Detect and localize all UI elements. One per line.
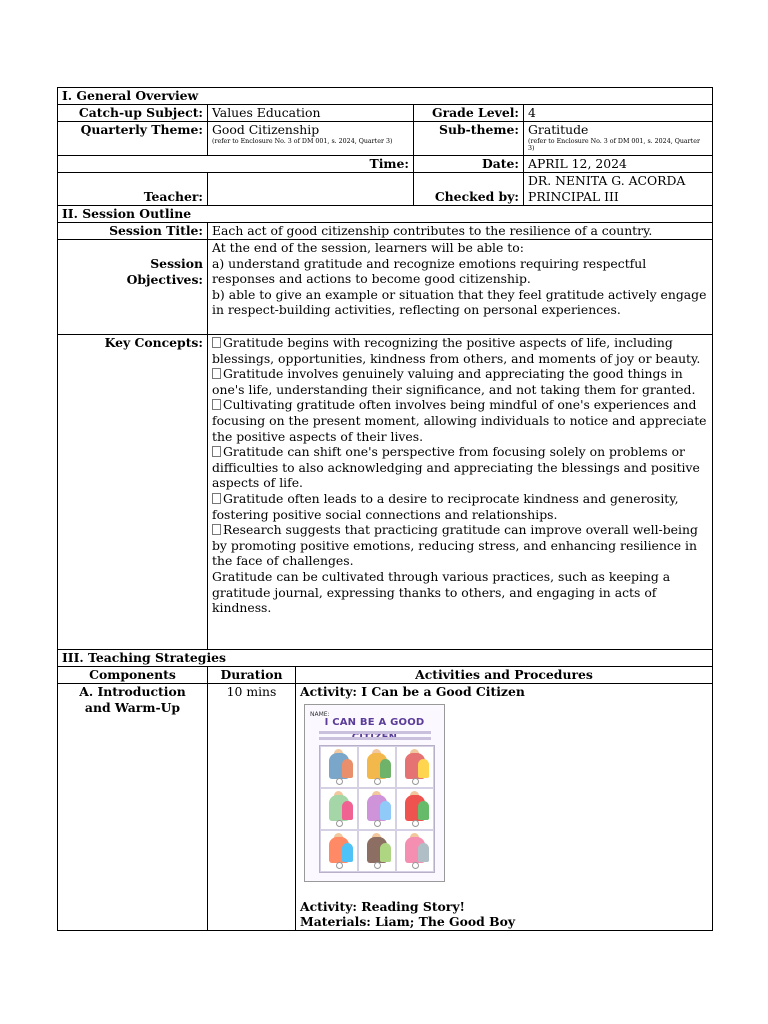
- checked-by-cell: [524, 173, 713, 206]
- date-value: APRIL 12, 2024: [524, 156, 713, 173]
- bullet-box-icon: [212, 446, 221, 457]
- worksheet-name-label: NAME:: [310, 710, 330, 718]
- worksheet-image: [304, 704, 445, 882]
- subject-label: Catch-up Subject:: [58, 105, 208, 122]
- bullet-box-icon: [212, 337, 221, 348]
- strategies-table: [57, 666, 713, 931]
- column-header-components: Components: [58, 667, 208, 684]
- activity-title-1: Activity: I Can be a Good Citizen: [300, 684, 525, 699]
- key-concepts-cell: [208, 335, 713, 650]
- objectives-label-line-1: Session: [150, 256, 203, 271]
- theme-cell: [208, 122, 414, 156]
- worksheet-picture: [396, 746, 434, 788]
- concept-item: Gratitude can shift one's perspective from focusing solely on problems or difficulties to also acknowledging and appreciating the blessings and positive aspects of life.: [212, 444, 700, 491]
- concept-item: Cultivating gratitude often involves being mindful of one's experiences and focusing on the present moment, allowing individuals to notice and appreciate the positive aspects of their lives.: [212, 397, 707, 444]
- bullet-box-icon: [212, 399, 221, 410]
- objectives-label: [58, 240, 208, 335]
- teacher-value: [208, 173, 414, 206]
- time-label: Time:: [58, 156, 414, 173]
- component-line-1: A. Introduction: [79, 684, 186, 699]
- concept-item: Research suggests that practicing gratitude can improve overall well-being by promoting positive emotions, reducing stress, and enhancing resilience in the face of challenges.: [212, 522, 698, 569]
- subject-value: Values Education: [208, 105, 414, 122]
- checked-by-name: DR. NENITA G. ACORDA: [528, 173, 686, 188]
- bullet-box-icon: [212, 368, 221, 379]
- duration-value: 10 mins: [208, 684, 296, 931]
- worksheet-picture: [320, 746, 358, 788]
- component-line-2: and Warm-Up: [84, 699, 181, 715]
- date-label: Date:: [414, 156, 524, 173]
- worksheet-picture: [358, 788, 396, 830]
- component-cell: [58, 684, 208, 931]
- checked-by-label: Checked by:: [414, 173, 524, 206]
- activity-materials: Materials: Liam; The Good Boy: [300, 914, 516, 930]
- subtheme-reference: (refer to Enclosure No. 3 of DM 001, s. 2024, Quarter 3): [528, 137, 700, 152]
- subtheme-cell: [524, 122, 713, 156]
- worksheet-picture: [358, 830, 396, 872]
- activity-title-2: Activity: Reading Story!: [300, 898, 465, 914]
- objectives-label-line-2: Objectives:: [126, 271, 203, 287]
- worksheet-title: I CAN BE A GOOD: [324, 716, 425, 728]
- objectives-cell: [208, 240, 713, 335]
- section-heading-strategies: III. Teaching Strategies: [58, 650, 713, 667]
- subtheme-label: Sub-theme:: [414, 122, 524, 156]
- session-title-label: Session Title:: [58, 223, 208, 240]
- concepts-closing: Gratitude can be cultivated through various practices, such as keeping a gratitude journal, expressing thanks to others, and engaging in acts of kindness.: [212, 568, 671, 616]
- objective-a: a) understand gratitude and recognize emotions requiring respectful responses and actions to become good citizenship.: [212, 255, 647, 287]
- worksheet-picture-grid: [319, 745, 435, 873]
- grade-label: Grade Level:: [414, 105, 524, 122]
- bullet-box-icon: [212, 524, 221, 535]
- checked-by-title: PRINCIPAL III: [528, 188, 619, 204]
- key-concepts-label: Key Concepts:: [58, 335, 208, 650]
- subtheme-value: Gratitude: [528, 122, 589, 137]
- theme-reference: (refer to Enclosure No. 3 of DM 001, s. 2024, Quarter 3): [212, 137, 393, 145]
- grade-value: 4: [524, 105, 713, 122]
- worksheet-instruction-line: [319, 731, 431, 734]
- column-header-duration: Duration: [208, 667, 296, 684]
- column-header-activities: Activities and Procedures: [296, 667, 713, 684]
- worksheet-picture: [320, 830, 358, 872]
- concept-item: Gratitude often leads to a desire to reciprocate kindness and generosity, fostering positive social connections and relationships.: [212, 490, 679, 522]
- worksheet-picture: [358, 746, 396, 788]
- worksheet-picture: [396, 830, 434, 872]
- theme-label: Quarterly Theme:: [58, 122, 208, 156]
- concept-item: Gratitude begins with recognizing the positive aspects of life, including blessings, opportunities, kindness from others, and moments of joy or beauty.: [212, 335, 701, 366]
- teacher-label: Teacher:: [58, 173, 208, 206]
- lesson-plan-table: [57, 87, 713, 667]
- objective-b: b) able to give an example or situation that they feel gratitude actively engage in respect-building activities, reflecting on personal experiences.: [212, 286, 707, 318]
- theme-value: Good Citizenship: [212, 122, 320, 137]
- session-title-value: Each act of good citizenship contributes to the resilience of a country.: [208, 223, 713, 240]
- bullet-box-icon: [212, 493, 221, 504]
- worksheet-instruction-line: [319, 737, 431, 740]
- concept-item: Gratitude involves genuinely valuing and appreciating the good things in one's life, understanding their significance, and not taking them for granted.: [212, 366, 696, 397]
- worksheet-picture: [320, 788, 358, 830]
- worksheet-picture: [396, 788, 434, 830]
- objectives-intro: At the end of the session, learners will be able to:: [212, 240, 524, 255]
- activities-cell: [296, 684, 713, 931]
- section-heading-overview: I. General Overview: [58, 88, 713, 105]
- lesson-plan: [57, 87, 712, 931]
- section-heading-outline: II. Session Outline: [58, 206, 713, 223]
